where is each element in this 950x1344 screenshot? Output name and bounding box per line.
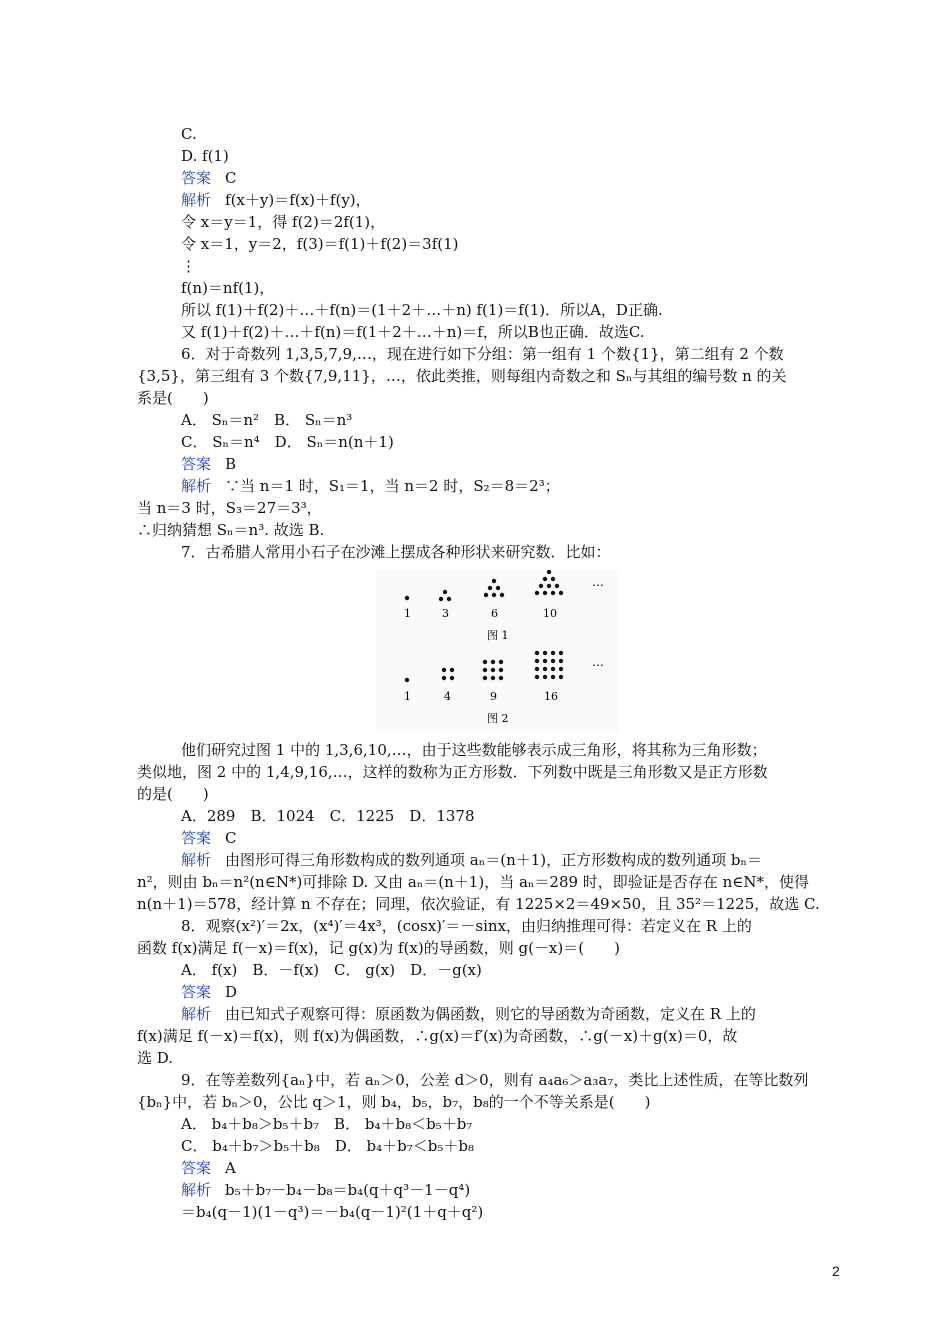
answer-line-7	[181, 828, 237, 848]
analysis-label: 解析	[181, 191, 212, 209]
fig1-ellipsis: …	[592, 575, 604, 589]
question-7-line: 的是( )	[137, 785, 209, 803]
analysis-text: b₅＋b₇－b₄－b₈＝b₄(q＋q³－1－q⁴)	[225, 1181, 471, 1199]
answer-line-6	[181, 454, 236, 474]
text-line: ∴归纳猜想 Sₙ＝n³. 故选 B.	[137, 521, 325, 539]
text-line: 令 x＝1，y＝2，f(3)＝f(1)＋f(2)＝3f(1)	[181, 235, 459, 253]
analysis-line-6	[181, 476, 560, 496]
analysis-label: 解析	[181, 477, 212, 495]
answer-label: 答案	[181, 829, 212, 847]
question-6-options: C． Sₙ＝n⁴ D． Sₙ＝n(n＋1)	[181, 433, 394, 451]
fig2-label: 16	[544, 690, 558, 703]
answer-value: A	[225, 1159, 236, 1177]
question-7-line: 他们研究过图 1 中的 1,3,6,10,…，由于这些数能够表示成三角形，将其称为三角形数；	[181, 741, 767, 759]
answer-value: D	[225, 983, 238, 1001]
text-line: 选 D.	[137, 1049, 174, 1067]
answer-value: C	[225, 829, 237, 847]
fig1-label: 10	[543, 607, 557, 620]
question-6-options: A． Sₙ＝n² B． Sₙ＝n³	[181, 411, 353, 429]
analysis-label: 解析	[181, 1005, 212, 1023]
question-9-line: 9．在等差数列{aₙ}中，若 aₙ＞0，公差 d＞0，则有 a₄a₆＞a₃a₇，类比上述性质，在等比数列	[181, 1071, 809, 1089]
question-7-line: 类似地，图 2 中的 1,4,9,16,…，这样的数称为正方形数．下列数中既是三角形数又是正方形数	[137, 763, 768, 781]
text-line: 又 f(1)＋f(2)＋…＋f(n)＝f(1＋2＋…＋n)＝f，所以B也正确．故选C.	[181, 323, 645, 341]
fig2-label: 1	[404, 690, 411, 703]
analysis-text: f(x＋y)＝f(x)＋f(y)，	[225, 191, 371, 209]
fig1-label: 6	[491, 607, 498, 620]
answer-line-5	[181, 168, 237, 188]
question-8-line: 函数 f(x)满足 f(－x)＝f(x)，记 g(x)为 f(x)的导函数，则 g(－x)＝( )	[137, 939, 620, 957]
analysis-line-8	[181, 1004, 756, 1024]
fig1-label: 1	[404, 607, 411, 620]
answer-label: 答案	[181, 1159, 212, 1177]
text-line: f(x)满足 f(－x)＝f(x)，则 f(x)为偶函数，∴g(x)＝f′(x)为奇函数，∴g(－x)＋g(x)＝0，故	[137, 1027, 738, 1045]
answer-line-8	[181, 982, 237, 1002]
answer-label: 答案	[181, 455, 212, 473]
analysis-text: 由图形可得三角形数构成的数列通项 aₙ＝(n＋1)，正方形数构成的数列通项 bₙ＝	[225, 851, 762, 869]
fig2-label: 4	[444, 690, 451, 703]
answer-value: B	[225, 455, 237, 473]
analysis-text: 由已知式子观察可得：原函数为偶函数，则它的导函数为奇函数，定义在 R 上的	[225, 1005, 756, 1023]
text-line: f(n)＝nf(1)，	[181, 279, 275, 297]
fig2-label: 9	[490, 690, 497, 703]
square-dots	[405, 651, 563, 682]
analysis-line-7	[181, 850, 762, 870]
page-number: 2	[832, 1263, 840, 1279]
vertical-ellipsis: ⋮	[181, 257, 196, 275]
fig2-ellipsis: …	[592, 655, 604, 669]
analysis-line-9	[181, 1180, 470, 1200]
text-line: 令 x＝y＝1，得 f(2)＝2f(1)，	[181, 213, 386, 231]
text-line: n(n＋1)＝578，经计算 n 不存在；同理，依次验证，有 1225×2＝49×50，且 35²＝1225，故选 C.	[137, 895, 820, 913]
analysis-label: 解析	[181, 851, 212, 869]
text-line: 所以 f(1)＋f(2)＋…＋f(n)＝(1＋2＋…＋n) f(1)＝f(1)．所以A，D正确.	[181, 301, 663, 319]
option-c-line: C.	[181, 125, 197, 143]
answer-label: 答案	[181, 169, 212, 187]
question-8-options: A． f(x) B．－f(x) C． g(x) D．－g(x)	[181, 961, 482, 979]
analysis-line-5	[181, 190, 371, 210]
analysis-text: ∵当 n＝1 时，S₁＝1，当 n＝2 时，S₂＝8＝2³；	[225, 477, 560, 495]
question-7-options: A．289 B．1024 C．1225 D．1378	[181, 807, 475, 825]
question-9-options: C． b₄＋b₇＞b₅＋b₈ D． b₄＋b₇＜b₅＋b₈	[181, 1137, 474, 1155]
question-6-line: 系是( )	[137, 389, 209, 407]
answer-line-9	[181, 1158, 236, 1178]
fig2-caption: 图 2	[487, 712, 509, 725]
text-line: ＝b₄(q－1)(1－q³)＝－b₄(q－1)²(1＋q＋q²)	[181, 1203, 484, 1221]
triangular-dots	[405, 570, 563, 601]
fig1-caption: 图 1	[487, 629, 509, 642]
pebble-figure	[376, 570, 619, 732]
analysis-label: 解析	[181, 1181, 212, 1199]
option-d-line: D. f(1)	[181, 147, 229, 165]
pebble-figure-svg	[376, 570, 619, 732]
question-6-line: {3,5}，第三组有 3 个数{7,9,11}，…，依此类推，则每组内奇数之和 Sₙ与其组的编号数 n 的关	[137, 367, 787, 385]
question-6-line: 6．对于奇数列 1,3,5,7,9,…，现在进行如下分组：第一组有 1 个数{1}，第二组有 2 个数	[181, 345, 784, 363]
answer-value: C	[225, 169, 237, 187]
text-line: n²，则由 bₙ＝n²(n∈N*)可排除 D. 又由 aₙ＝(n＋1)，当 aₙ＝289 时，即验证是否存在 n∈N*，使得	[137, 873, 809, 891]
question-8-line: 8．观察(x²)′＝2x，(x⁴)′＝4x³，(cosx)′＝－sinx，由归纳推理可得：若定义在 R 上的	[181, 917, 752, 935]
question-9-options: A． b₄＋b₈＞b₅＋b₇ B． b₄＋b₈＜b₅＋b₇	[181, 1115, 473, 1133]
question-9-line: {bₙ}中，若 bₙ＞0，公比 q＞1，则 b₄，b₅，b₇，b₈的一个不等关系是( )	[137, 1093, 651, 1111]
text-line: 当 n＝3 时，S₃＝27＝3³，	[137, 499, 322, 517]
answer-label: 答案	[181, 983, 212, 1001]
question-7-line: 7．古希腊人常用小石子在沙滩上摆成各种形状来研究数．比如：	[181, 543, 611, 561]
fig1-label: 3	[442, 607, 449, 620]
